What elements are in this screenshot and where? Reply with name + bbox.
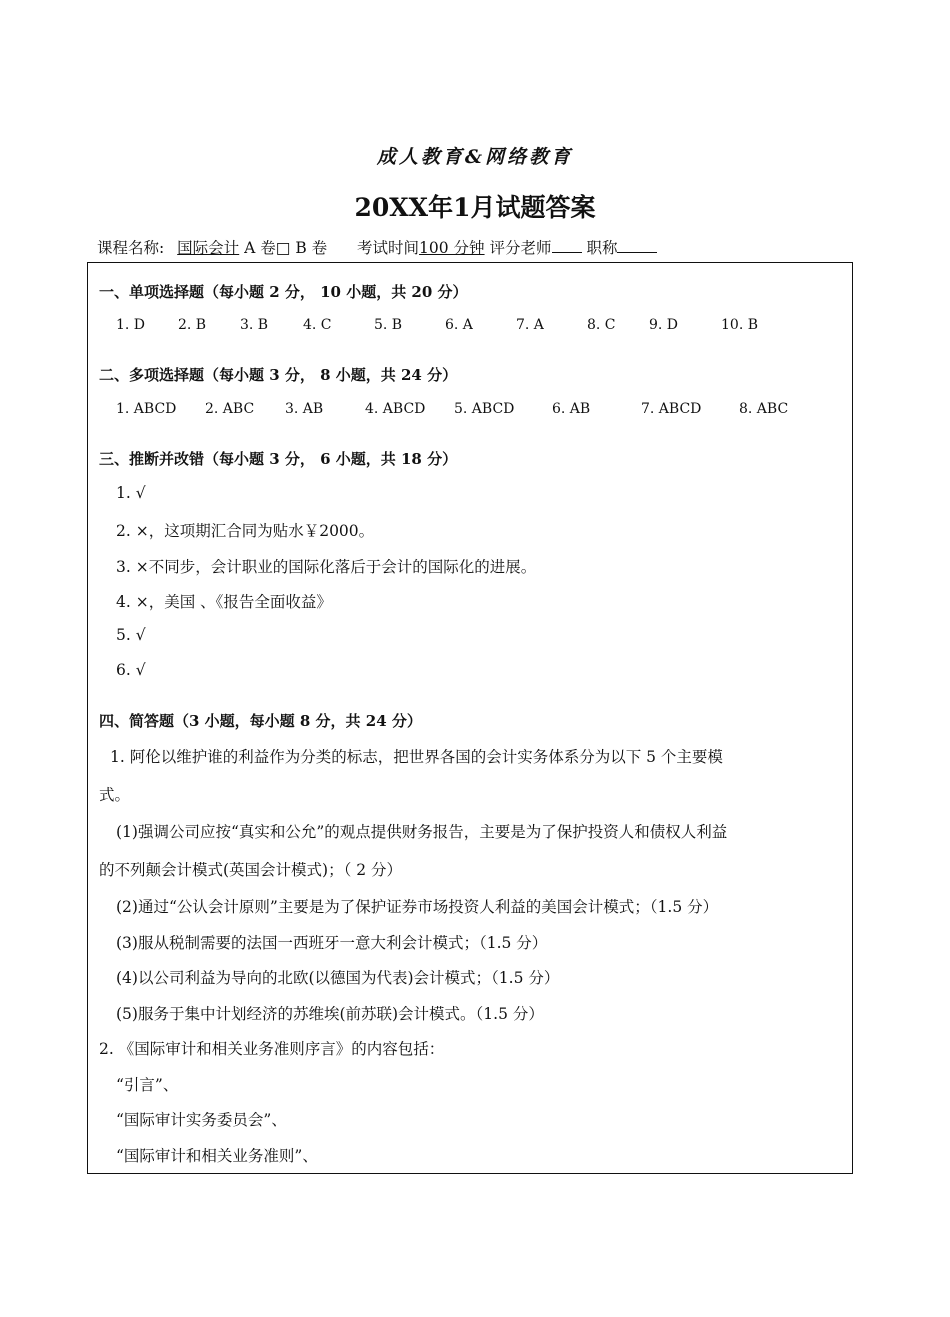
section-3-item: 6. √ xyxy=(116,661,146,679)
answer-item: 3. B xyxy=(240,317,269,333)
question-1-text: 1. 阿伦以维护谁的利益作为分类的标志，把世界各国的会计实务体系分为以下 5 个主要模 xyxy=(110,748,723,766)
answer-item: 5. B xyxy=(374,317,403,333)
answer-item: 7. ABCD xyxy=(641,401,702,417)
answer-item: 3. AB xyxy=(285,401,324,417)
section-2-heading: 二、多项选择题（每小题 3 分， 8 小题，共 24 分） xyxy=(99,366,458,384)
paper-b-option: B 卷 xyxy=(295,239,328,257)
section-3-item: 5. √ xyxy=(116,626,146,644)
question-2-text: 2. 《国际审计和相关业务准则序言》的内容包括： xyxy=(99,1040,445,1058)
answer-item: 6. AB xyxy=(552,401,591,417)
section-3-heading: 三、推断并改错（每小题 3 分， 6 小题，共 18 分） xyxy=(99,450,458,468)
question-2-item: “国际审计实务委员会”、 xyxy=(116,1111,287,1129)
answer-item: 1. ABCD xyxy=(116,401,177,417)
title-label: 职称 xyxy=(586,239,618,257)
section-3-item: 4. ×，美国 、《报告全面收益》 xyxy=(116,593,332,611)
organization-title: 成人教育&网络教育 xyxy=(376,146,574,168)
answer-item: 4. C xyxy=(303,317,332,333)
title-blank xyxy=(617,238,657,253)
answer-item: 8. ABC xyxy=(739,401,789,417)
model-4-text: (4)以公司利益为导向的北欧(以德国为代表)会计模式；（1.5 分） xyxy=(116,969,560,987)
section-4-heading: 四、简答题（3 小题，每小题 8 分，共 24 分） xyxy=(99,712,422,730)
model-2-text: (2)通过“公认会计原则”主要是为了保护证券市场投资人利益的美国会计模式；（1.5 分） xyxy=(116,898,719,916)
answer-item: 2. ABC xyxy=(205,401,255,417)
time-value: 100 分钟 xyxy=(419,239,485,257)
answer-item: 1. D xyxy=(116,317,146,333)
course-label: 课程名称: xyxy=(97,239,165,257)
section-2-answers xyxy=(88,401,854,421)
answer-item: 2. B xyxy=(178,317,207,333)
question-1-text-cont: 式。 xyxy=(99,786,131,804)
grader-label: 评分老师 xyxy=(489,239,552,257)
answer-item: 5. ABCD xyxy=(454,401,515,417)
question-2-item: “引言”、 xyxy=(116,1076,179,1094)
answer-item: 8. C xyxy=(587,317,616,333)
paper-a-option: A 卷□ xyxy=(244,239,291,257)
exam-title: 20XX年1月试题答案 xyxy=(354,193,596,222)
time-label: 考试时间 xyxy=(357,239,420,257)
exam-meta-line xyxy=(97,236,657,258)
answer-item: 9. D xyxy=(649,317,679,333)
section-3-item: 1. √ xyxy=(116,484,146,502)
answer-item: 7. A xyxy=(516,317,544,333)
section-3-item: 3. ×不同步，会计职业的国际化落后于会计的国际化的进展。 xyxy=(116,558,537,576)
answer-item: 4. ABCD xyxy=(365,401,426,417)
answer-box xyxy=(87,262,853,1174)
model-1-text: (1)强调公司应按“真实和公允”的观点提供财务报告，主要是为了保护投资人和债权人利益 xyxy=(116,823,728,841)
model-5-text: (5)服务于集中计划经济的苏维埃(前苏联)会计模式。（1.5 分） xyxy=(116,1005,544,1023)
answer-item: 6. A xyxy=(445,317,473,333)
course-name: 国际会计 xyxy=(177,239,240,257)
grader-blank xyxy=(552,238,582,253)
section-1-heading: 一、单项选择题（每小题 2 分， 10 小题，共 20 分） xyxy=(99,283,468,301)
answer-item: 10. B xyxy=(721,317,759,333)
model-3-text: (3)服从税制需要的法国一西班牙一意大利会计模式；（1.5 分） xyxy=(116,934,548,952)
model-1-text-cont: 的不列颠会计模式(英国会计模式)；（ 2 分） xyxy=(99,861,403,879)
section-3-item: 2. ×，这项期汇合同为贴水￥2000。 xyxy=(116,522,375,540)
section-1-answers xyxy=(88,317,854,337)
question-2-item: “国际审计和相关业务准则”、 xyxy=(116,1147,318,1165)
